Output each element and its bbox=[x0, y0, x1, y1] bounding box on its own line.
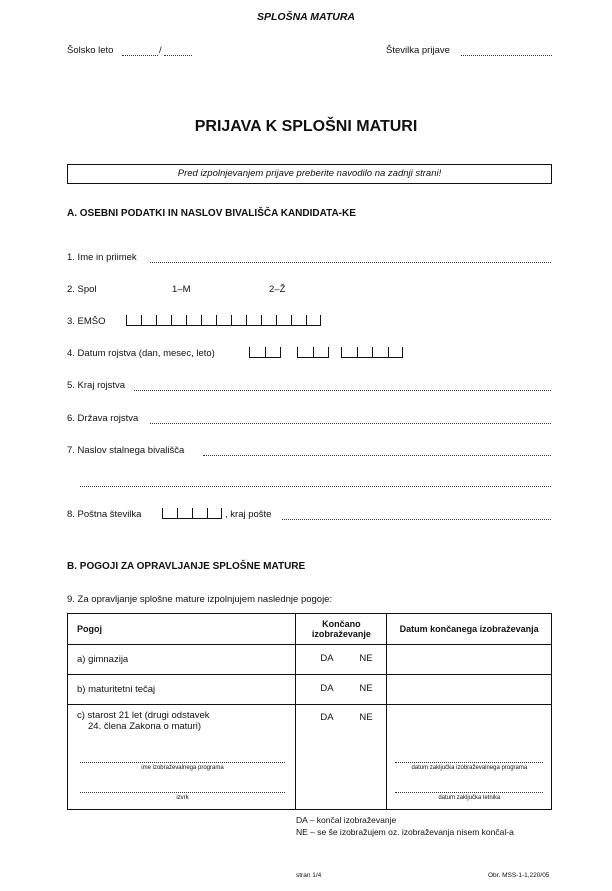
answer-no[interactable]: NE bbox=[359, 682, 373, 694]
table-row bbox=[68, 675, 552, 705]
school-year-end-field[interactable] bbox=[164, 55, 192, 56]
answer-no[interactable]: NE bbox=[359, 652, 373, 664]
answer-no[interactable]: NE bbox=[359, 712, 373, 723]
address-label: 7. Naslov stalnega bivališča bbox=[67, 445, 185, 456]
provider-caption: izvrk bbox=[176, 795, 189, 801]
birth-country-label: 6. Država rojstva bbox=[67, 413, 139, 424]
address-field-line-1[interactable] bbox=[203, 455, 551, 456]
answer-yes[interactable]: DA bbox=[320, 712, 334, 723]
form-title: PRIJAVA K SPLOŠNI MATURI bbox=[194, 118, 418, 135]
emso-boxes[interactable] bbox=[126, 315, 321, 326]
postal-code-boxes[interactable] bbox=[162, 508, 222, 519]
post-town-field[interactable] bbox=[282, 519, 551, 520]
instruction-notice-text: Pred izpolnjevanjem prijave preberite navodilo na zadnji strani! bbox=[177, 168, 442, 179]
form-code: Obr. MSS-1-1,220/05 bbox=[488, 872, 550, 879]
post-town-label: , kraj pošte bbox=[225, 509, 272, 520]
program-completion-date-caption: datum zaključka izobraževalnega programa bbox=[411, 765, 528, 771]
school-year-separator: / bbox=[159, 45, 162, 56]
date-cell[interactable] bbox=[387, 645, 552, 675]
row-label: b) maturitetni tečaj bbox=[68, 675, 296, 705]
dob-year-boxes[interactable] bbox=[341, 347, 403, 358]
name-field[interactable] bbox=[150, 262, 551, 263]
header-completion-date: Datum končanega izobraževanja bbox=[387, 614, 552, 645]
legend-yes: DA – končal izobraževanje bbox=[296, 815, 397, 825]
program-completion-date-field[interactable] bbox=[395, 762, 543, 763]
answer-yes[interactable]: DA bbox=[320, 682, 334, 694]
header-completed: Končano izobraževanje bbox=[296, 614, 387, 645]
provider-field[interactable] bbox=[80, 792, 285, 793]
emso-label: 3. EMŠO bbox=[67, 316, 106, 327]
program-name-caption: ime izobraževalnega programa bbox=[141, 765, 224, 771]
birth-country-field[interactable] bbox=[150, 423, 551, 424]
conditions-table bbox=[67, 613, 552, 810]
birthplace-label: 5. Kraj rojstva bbox=[67, 380, 126, 391]
row-label-continued: 24. člena Zakona o maturi) bbox=[88, 721, 202, 732]
address-field-line-2[interactable] bbox=[80, 486, 551, 487]
table-row bbox=[68, 705, 552, 810]
row-label: c) starost 21 let (drugi odstavek bbox=[77, 710, 210, 721]
dob-month-boxes[interactable] bbox=[297, 347, 329, 358]
school-year-start-field[interactable] bbox=[122, 55, 158, 56]
application-number-label: Številka prijave bbox=[386, 45, 450, 56]
legend-no: NE – se še izobražujem oz. izobraževanja nisem končal-a bbox=[296, 827, 514, 837]
table-row bbox=[68, 645, 552, 675]
date-cell[interactable] bbox=[387, 675, 552, 705]
row-label: a) gimnazija bbox=[68, 645, 296, 675]
page-number: stran 1/4 bbox=[296, 872, 322, 879]
conditions-intro: 9. Za opravljanje splošne mature izpolnjujem naslednje pogoje: bbox=[67, 594, 333, 605]
dob-label: 4. Datum rojstva (dan, mesec, leto) bbox=[67, 348, 215, 359]
dob-day-boxes[interactable] bbox=[249, 347, 281, 358]
application-number-field[interactable] bbox=[461, 55, 552, 56]
section-b-heading: B. POGOJI ZA OPRAVLJANJE SPLOŠNE MATURE bbox=[67, 561, 306, 572]
postal-code-label: 8. Poštna številka bbox=[67, 509, 142, 520]
year-completion-date-caption: datum zaključka letnika bbox=[438, 795, 501, 801]
sex-label: 2. Spol bbox=[67, 284, 97, 295]
header-condition: Pogoj bbox=[68, 614, 296, 645]
name-label: 1. Ime in priimek bbox=[67, 252, 137, 263]
answer-yes[interactable]: DA bbox=[320, 652, 334, 664]
section-a-heading: A. OSEBNI PODATKI IN NASLOV BIVALIŠČA KANDIDATA-KE bbox=[67, 208, 356, 219]
year-completion-date-field[interactable] bbox=[395, 792, 543, 793]
sex-option-female[interactable]: 2–Ž bbox=[269, 284, 286, 295]
program-name-field[interactable] bbox=[80, 762, 285, 763]
instruction-notice-box bbox=[67, 164, 552, 184]
header-title: SPLOŠNA MATURA bbox=[257, 11, 355, 23]
birthplace-field[interactable] bbox=[134, 390, 551, 391]
sex-option-male[interactable]: 1–M bbox=[172, 284, 191, 295]
school-year-label: Šolsko leto bbox=[67, 45, 114, 56]
